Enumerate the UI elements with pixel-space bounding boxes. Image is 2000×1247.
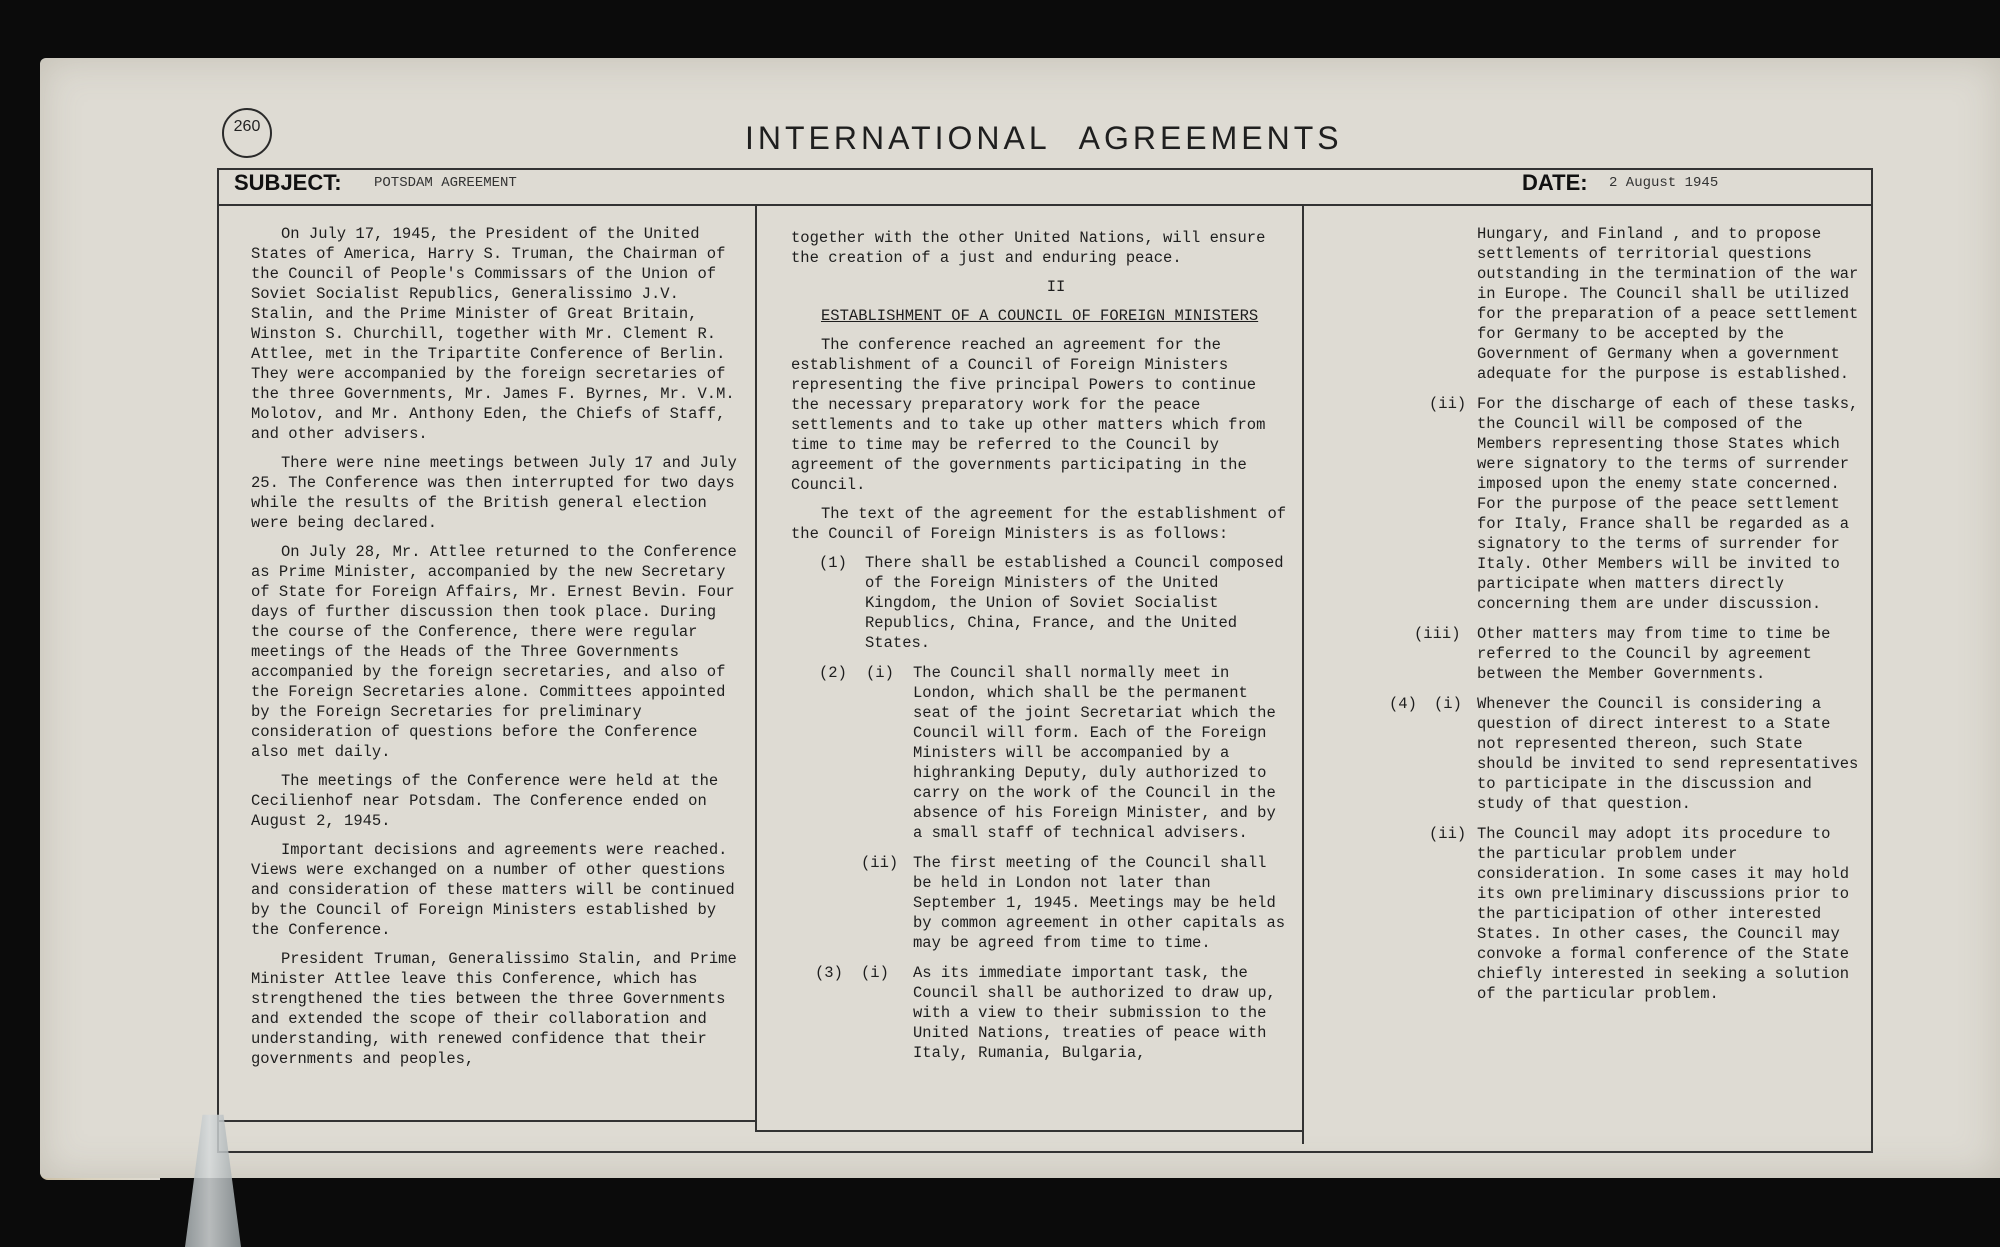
item-text: There shall be established a Council composed of the Foreign Ministers of the United Kingdom, the Union of Soviet Socialist Republics, China, France, and the United States. xyxy=(865,554,1284,652)
subitem-number: (i) xyxy=(866,664,894,682)
item-text: As its immediate important task, the Council shall be authorized to draw up, with a view to their submission to the United Nations, treaties of peace with Italy, Rumania, Bulgaria, xyxy=(913,964,1276,1062)
item-number: (4) xyxy=(1389,695,1417,713)
item-number: (2) xyxy=(819,664,847,682)
subitem-number: (ii) xyxy=(861,854,899,872)
list-item xyxy=(791,553,1291,653)
column-2 xyxy=(791,228,1291,1073)
paragraph: On July 17, 1945, the President of the United States of America, Harry S. Truman, the Chairman of the Council of People's Commissars of the Union of Soviet Socialist Republics, Generalissimo J.V. Stalin, and the Prime Minister of Great Britain, Winston S. Churchill, together with Mr. Clement R. Attlee, met in the Tripartite Conference of Berlin. They were accompanied by the foreign secretaries of the three Governments, Mr. James F. Byrnes, Mr. V.M. Molotov, and Mr. Anthony Eden, the Chiefs of Staff, and other advisers. xyxy=(251,225,735,443)
list-item xyxy=(1319,394,1867,614)
item-text: Other matters may from time to time be referred to the Council by agreement between the Member Governments. xyxy=(1477,625,1831,683)
header-row xyxy=(219,170,1871,206)
item-number: (1) xyxy=(819,554,847,572)
date-label: DATE: xyxy=(1522,170,1588,195)
subject-label: SUBJECT: xyxy=(234,170,342,195)
column-bottom-rule-1 xyxy=(219,1120,755,1122)
subitem-number: (i) xyxy=(1434,695,1462,713)
paragraph: President Truman, Generalissimo Stalin, and Prime Minister Attlee leave this Conference, which has strengthened the ties between the three Governments and extended the scope of their collaboration and understanding, with renewed confidence that their governments and peoples, xyxy=(251,950,737,1068)
column-bottom-rule-2 xyxy=(755,1130,1302,1132)
subitem-number: (ii) xyxy=(1429,825,1467,843)
list-item xyxy=(1319,694,1867,814)
subject-value: POTSDAM AGREEMENT xyxy=(374,175,517,191)
paragraph: The conference reached an agreement for the establishment of a Council of Foreign Ministers representing the five principal Powers to continue the necessary preparatory work for the peace settlements and to take up other matters which from time to time may be referred to the Council by agreement of the governments participating in the Council. xyxy=(791,336,1266,494)
column-1 xyxy=(251,224,741,1078)
section-heading: ESTABLISHMENT OF A COUNCIL OF FOREIGN MINISTERS xyxy=(821,307,1259,325)
paragraph: Important decisions and agreements were reached. Views were exchanged on a number of other questions and consideration of these matters will be continued by the Council of Foreign Ministers established by the Conference. xyxy=(251,841,735,939)
section-number: II xyxy=(1046,278,1066,296)
column-3 xyxy=(1319,224,1867,1014)
paragraph: The text of the agreement for the establishment of the Council of Foreign Ministers is as follows: xyxy=(791,505,1287,543)
item-text: Whenever the Council is considering a question of direct interest to a State not represented thereon, such State should be invited to send representatives to participate in the discussion and study of that question. xyxy=(1477,695,1859,813)
list-item xyxy=(791,663,1291,843)
page-number: 260 xyxy=(222,108,272,158)
subitem-number: (i) xyxy=(861,964,889,982)
list-item xyxy=(1319,624,1867,684)
column-divider-1 xyxy=(755,204,757,1132)
paragraph: Hungary, and Finland , and to propose settlements of territorial questions outstanding in the termination of the war in Europe. The Council shall be utilized for the preparation of a peace settlement for Germany to be accepted by the Government of Germany when a government adequate for the purpose is established. xyxy=(1477,225,1859,383)
list-item xyxy=(791,853,1291,953)
document-frame xyxy=(217,168,1873,1153)
column-divider-2 xyxy=(1302,204,1304,1144)
item-text: The first meeting of the Council shall be held in London not later than September 1, 1945. Meetings may be held by common agreement in other capitals as may be agreed from time to time. xyxy=(913,854,1286,952)
subitem-number: (iii) xyxy=(1414,625,1461,643)
list-item xyxy=(791,963,1291,1063)
item-number: (3) xyxy=(815,964,843,982)
paragraph: together with the other United Nations, will ensure the creation of a just and enduring peace. xyxy=(791,229,1266,267)
item-text: The Council may adopt its procedure to the particular problem under consideration. In some cases it may hold its own preliminary discussions prior to the participation of other interested States. In other cases, the Council may convoke a formal conference of the State chiefly interested in seeking a solution of the particular problem. xyxy=(1477,825,1850,1003)
paragraph: The meetings of the Conference were held at the Cecilienhof near Potsdam. The Conference ended on August 2, 1945. xyxy=(251,772,719,830)
subitem-number: (ii) xyxy=(1429,395,1467,413)
paragraph: There were nine meetings between July 17 and July 25. The Conference was then interrupted for two days while the results of the British general election were being declared. xyxy=(251,454,737,532)
paragraph: On July 28, Mr. Attlee returned to the Conference as Prime Minister, accompanied by the new Secretary of State for Foreign Affairs, Mr. Ernest Bevin. Four days of further discussion then took place. During the course of the Conference, there were regular meetings of the Heads of the Three Governments accompanied by the foreign secretaries, and also of the Foreign Secretaries alone. Committees appointed by the Foreign Secretaries for preliminary consideration of questions before the Conference also met daily. xyxy=(251,543,737,761)
page-title: INTERNATIONAL AGREEMENTS xyxy=(745,120,1343,156)
item-text: For the discharge of each of these tasks, the Council will be composed of the Members representing those States which were signatory to the terms of surrender imposed upon the enemy state concerned. For the purpose of the peace settlement for Italy, France shall be regarded as a signatory to the terms of surrender for Italy. Other Members will be invited to participate when matters directly concerning them are under discussion. xyxy=(1477,395,1859,613)
list-item xyxy=(1319,824,1867,1004)
date-value: 2 August 1945 xyxy=(1609,175,1719,191)
item-text: The Council shall normally meet in London, which shall be the permanent seat of the joint Secretariat which the Council will form. Each of the Foreign Ministers will be accompanied by a highranking Deputy, duly authorized to carry on the work of the Council in the absence of his Foreign Minister, and by a small staff of technical advisers. xyxy=(913,664,1276,842)
